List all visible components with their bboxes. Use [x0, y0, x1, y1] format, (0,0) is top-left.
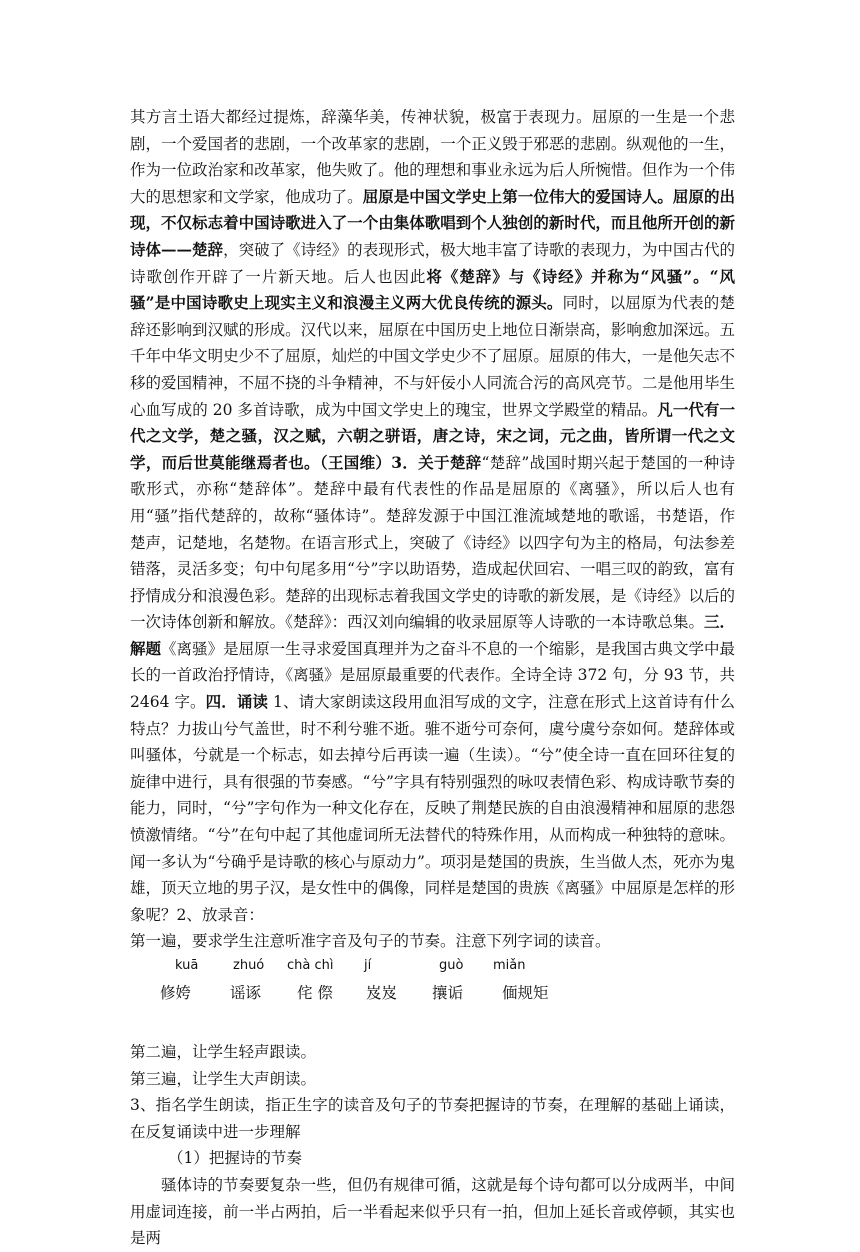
subheading-rhythm: （1）把握诗的节奏 — [168, 1149, 302, 1168]
text-run: 1、请大家朗读这段用血泪写成的文字，注意在形式上这首诗有什么特点？力拔山兮气盖世，时不利兮骓不逝。骓不逝兮可奈何，虞兮虞兮奈如何。楚辞体或叫骚体，兮就是一个标志，如去掉兮后再读一遍（生读）。“兮”使全诗一直在回环往复的旋律中进行，具有很强的节奏感。“兮”字具有特别强烈的咏叹表情色彩、构成诗歌节奏的能力，同时，“兮”字句作为一种文化存在，反映了荆楚民族的自由浪漫精神和屈原的悲怨愤激情绪。“兮”在句中起了其他虚词所无法替代的特殊作用，从而构成一种独特的意味。闻一多认为“兮确乎是诗歌的核心与原动力”。项羽是楚国的贵族，生当做人杰，死亦为鬼雄，顶天立地的男子汉，是女性中的偶像，同样是楚国的贵族《离骚》中屈原是怎样的形象呢？2、放录音： — [130, 693, 735, 924]
bold-run: 四．诵读 — [205, 692, 269, 712]
bold-run: 凡一代有一代之文学，楚之骚，汉之赋，六朝之骈语，唐之诗，宋之词，元之曲，皆所谓一代之文学，而后世莫能继焉者也。（王国维）3．关于楚辞 — [130, 399, 735, 472]
word-6: 偭规矩 — [502, 984, 549, 1002]
text-run: “楚辞”战国时期兴起于楚国的一种诗歌形式，亦称“楚辞体”。楚辞中最有代表性的作品是屈原的《离骚》，所以后人也有用“骚”指代楚辞的，故称“骚体诗”。楚辞发源于中国江淮流域楚地的歌谣，书楚语，作楚声，记楚地，名楚物。在语言形式上，突破了《诗经》以四字句为主的格局，句法参差错落，灵活多变；句中句尾多用“兮”字以助语势，造成起伏回宕、一唱三叹的韵致，富有抒情成分和浪漫色彩。楚辞的出现标志着我国文学史的诗歌的新发展，是《诗经》以后的一次诗体创新和解放。《楚辞》：西汉刘向编辑的收录屈原等人诗歌的一本诗歌总集。 — [130, 453, 735, 632]
text-run: 同时，以屈原为代表的楚辞还影响到汉赋的形成。汉代以来，屈原在中国历史上地位日渐崇高，影响愈加深远。五千年中华文明史少不了屈原，灿烂的中国文学史少不了屈原。屈原的伟大，一是他矢志不移的爱国精神，不屈不挠的斗争精神，不与奸佞小人同流合污的高风亮节。二是他用毕生心血写成的 20 多首诗歌，成为中国文学史上的瑰宝，世界文学殿堂的精品。 — [130, 294, 735, 419]
document-page — [130, 104, 735, 1252]
bold-run: 屈原是中国文学史上第一位伟大的爱国诗人。屈原的出现，不仅标志着中国诗歌进入了一个由集体歌唱到个人独创的新时代，而且他所开创的新诗体——楚辞 — [130, 186, 735, 259]
word-2: 谣诼 — [230, 984, 262, 1002]
word-1: 修姱 — [160, 984, 192, 1002]
pinyin-6: miǎn — [493, 958, 526, 973]
pinyin-3: chà chì — [287, 958, 334, 973]
pinyin-2: zhuó — [233, 958, 265, 973]
text-run: 《离骚》是屈原一生寻求爱国真理并为之奋斗不息的一个缩影，是我国古典文学中最长的一首政治抒情诗，《离骚》是屈原最重要的代表作。全诗全诗 372 句，分 93 节，共 2464 字。 — [130, 639, 735, 712]
text-run: ，突破了《诗经》的表现形式，极大地丰富了诗歌的表现力，为中国古代的诗歌创作开辟了一片新天地。后人也因此 — [130, 240, 735, 286]
pinyin-4: jí — [364, 958, 372, 973]
pinyin-row — [130, 955, 735, 977]
vocabulary-row — [130, 977, 735, 1009]
item-3-instruction: 3、指名学生朗读，指正生字的读音及句子的节奏把握诗的节奏，在理解的基础上诵读，在反复诵读中进一步理解 — [130, 1096, 735, 1141]
pinyin-5: guò — [439, 958, 464, 973]
rhythm-paragraph: 骚体诗的节奏要复杂一些，但仍有规律可循，这就是每个诗句都可以分成两半，中间用虚词连接，前一半占两拍，后一半看起来似乎只有一拍，但加上延长音或停顿，其实也是两 — [130, 1175, 735, 1248]
bold-run: 将《楚辞》与《诗经》并称为“风骚”。“风骚”是中国诗歌史上现实主义和浪漫主义两大优良传统的源头。 — [130, 266, 735, 313]
body-paragraph — [130, 104, 735, 928]
text-run: 其方言土语大都经过提炼，辞藻华美，传神状貌，极富于表现力。屈原的一生是一个悲剧，一个爱国者的悲剧，一个改革家的悲剧，一个正义毁于邪恶的悲剧。纵观他的一生，作为一位政治家和改革家，他失败了。他的理想和事业永远为后人所惋惜。但作为一个伟大的思想家和文学家，他成功了。 — [130, 108, 735, 206]
third-pass-instruction: 第三遍，让学生大声朗读。 — [130, 1069, 317, 1088]
word-4: 岌岌 — [366, 984, 398, 1002]
word-3: 侘 傺 — [297, 984, 333, 1002]
second-pass-instruction: 第二遍，让学生轻声跟读。 — [130, 1043, 317, 1061]
first-pass-instruction: 第一遍，要求学生注意听准字音及句子的节奏。注意下列字词的读音。 — [130, 932, 611, 951]
bold-run: 三．解题 — [130, 612, 735, 658]
pinyin-1: kuā — [175, 958, 199, 973]
word-5: 攘诟 — [432, 984, 464, 1002]
